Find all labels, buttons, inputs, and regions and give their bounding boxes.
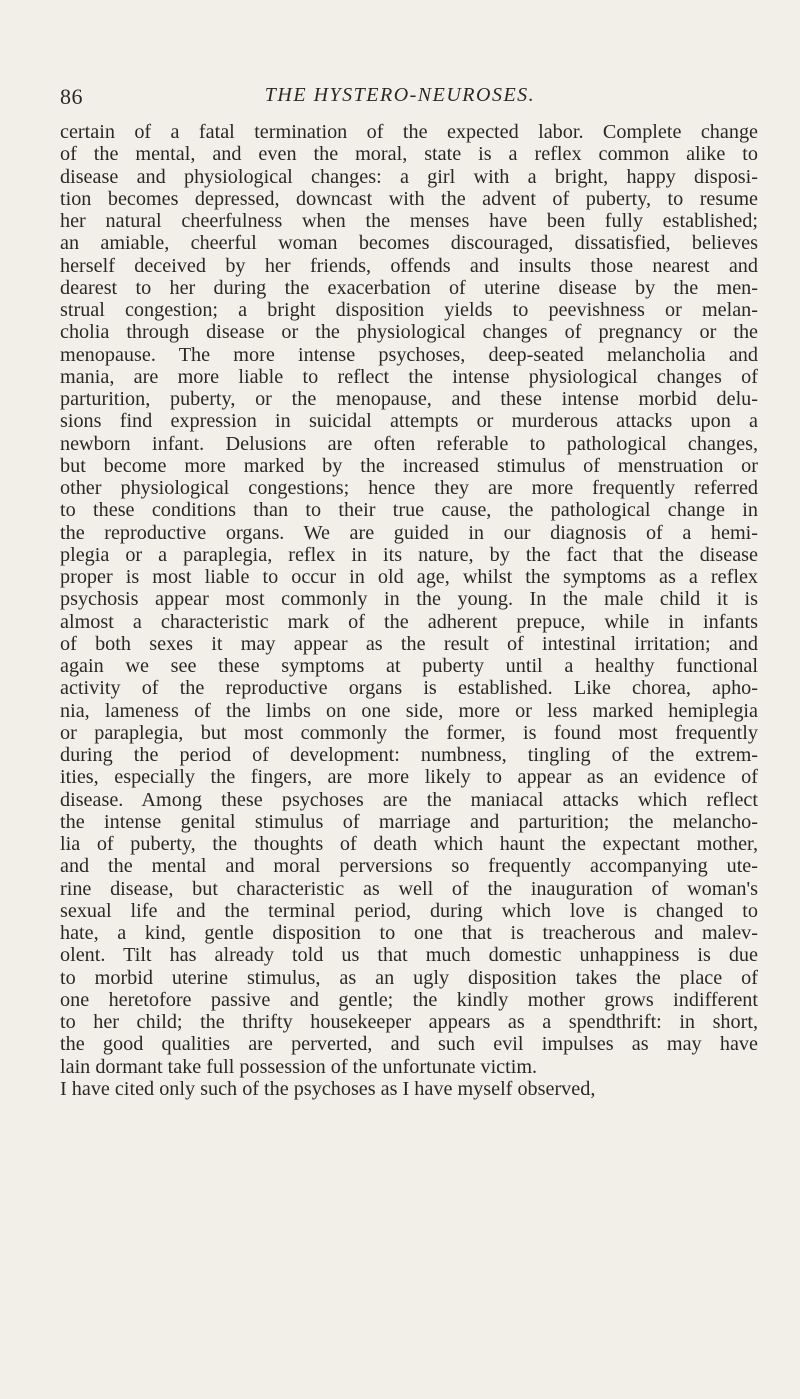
text-line: hate, a kind, gentle disposition to one that is treacherous and malev- (60, 922, 758, 944)
text-line: olent. Tilt has already told us that much domestic unhappiness is due (60, 944, 758, 967)
text-line: the intense genital stimulus of marriage and parturition; the melancho- (60, 810, 758, 833)
text-line: menopause. The more intense psychoses, deep-seated melancholia and (60, 343, 758, 366)
text-line: dearest to her during the exacerbation of uterine disease by the men- (60, 276, 758, 299)
text-line: an amiable, cheerful woman becomes discouraged, dissatisfied, believes (60, 232, 758, 255)
body-text (60, 121, 758, 1100)
text-line: disease and physiological changes: a girl with a bright, happy disposi- (60, 165, 758, 188)
text-line: the good qualities are perverted, and such evil impulses as may have (60, 1033, 758, 1056)
text-line: of both sexes it may appear as the result of intestinal irritation; and (60, 632, 758, 655)
text-line: to her child; the thrifty housekeeper appears as a spendthrift: in short, (60, 1011, 758, 1033)
page-number: 86 (60, 84, 83, 109)
text-line: strual congestion; a bright disposition yields to peevishness or melan- (60, 299, 758, 321)
text-line: mania, are more liable to reflect the intense physiological changes of (60, 365, 758, 388)
text-line: parturition, puberty, or the menopause, and these intense morbid delu- (60, 388, 758, 410)
text-line: again we see these symptoms at puberty until a healthy functional (60, 655, 758, 677)
text-line: other physiological congestions; hence they are more frequently referred (60, 477, 758, 499)
text-line: herself deceived by her friends, offends and insults those nearest and (60, 254, 758, 277)
text-line: activity of the reproductive organs is established. Like chorea, apho- (60, 677, 758, 700)
text-line: newborn infant. Delusions are often referable to pathological changes, (60, 432, 758, 455)
text-line: disease. Among these psychoses are the maniacal attacks which reflect (60, 788, 758, 811)
text-line: her natural cheerfulness when the menses have been fully established; (60, 210, 758, 232)
text-line: nia, lameness of the limbs on one side, more or less marked hemiplegia (60, 699, 758, 722)
text-line: during the period of development: numbness, tingling of the extrem- (60, 744, 758, 766)
text-line: to these conditions than to their true cause, the pathological change in (60, 499, 758, 522)
text-line: plegia or a paraplegia, reflex in its nature, by the fact that the disease (60, 543, 758, 566)
text-line: or paraplegia, but most commonly the former, is found most frequently (60, 721, 758, 744)
text-line: tion becomes depressed, downcast with the advent of puberty, to resume (60, 187, 758, 210)
text-line: I have cited only such of the psychoses as I have myself observed, (60, 1077, 596, 1100)
text-line: ities, especially the fingers, are more likely to appear as an evidence of (60, 766, 758, 789)
text-line: sions find expression in suicidal attempts or murderous attacks upon a (60, 410, 758, 433)
text-line: almost a characteristic mark of the adherent prepuce, while in infants (60, 610, 758, 633)
text-line: to morbid uterine stimulus, as an ugly disposition takes the place of (60, 966, 758, 989)
text-line: and the mental and moral perversions so frequently accompanying ute- (60, 855, 758, 878)
text-line: the reproductive organs. We are guided in our diagnosis of a hemi- (60, 521, 758, 544)
text-line: proper is most liable to occur in old age, whilst the symptoms as a reflex (60, 566, 758, 588)
text-line: sexual life and the terminal period, during which love is changed to (60, 899, 758, 922)
text-line: but become more marked by the increased stimulus of menstruation or (60, 454, 758, 477)
text-line: lia of puberty, the thoughts of death which haunt the expectant mother, (60, 833, 758, 855)
text-line: cholia through disease or the physiological changes of pregnancy or the (60, 321, 758, 344)
text-line: rine disease, but characteristic as well of the inauguration of woman's (60, 877, 758, 900)
running-title: THE HYSTERO-NEUROSES. (264, 84, 536, 106)
text-line: lain dormant take full possession of the unfortunate victim. (60, 1055, 538, 1078)
text-line: psychosis appear most commonly in the young. In the male child it is (60, 588, 758, 611)
text-line: certain of a fatal termination of the expected labor. Complete change (60, 121, 758, 143)
text-line: of the mental, and even the moral, state is a reflex common alike to (60, 143, 758, 166)
text-line: one heretofore passive and gentle; the kindly mother grows indifferent (60, 988, 758, 1011)
